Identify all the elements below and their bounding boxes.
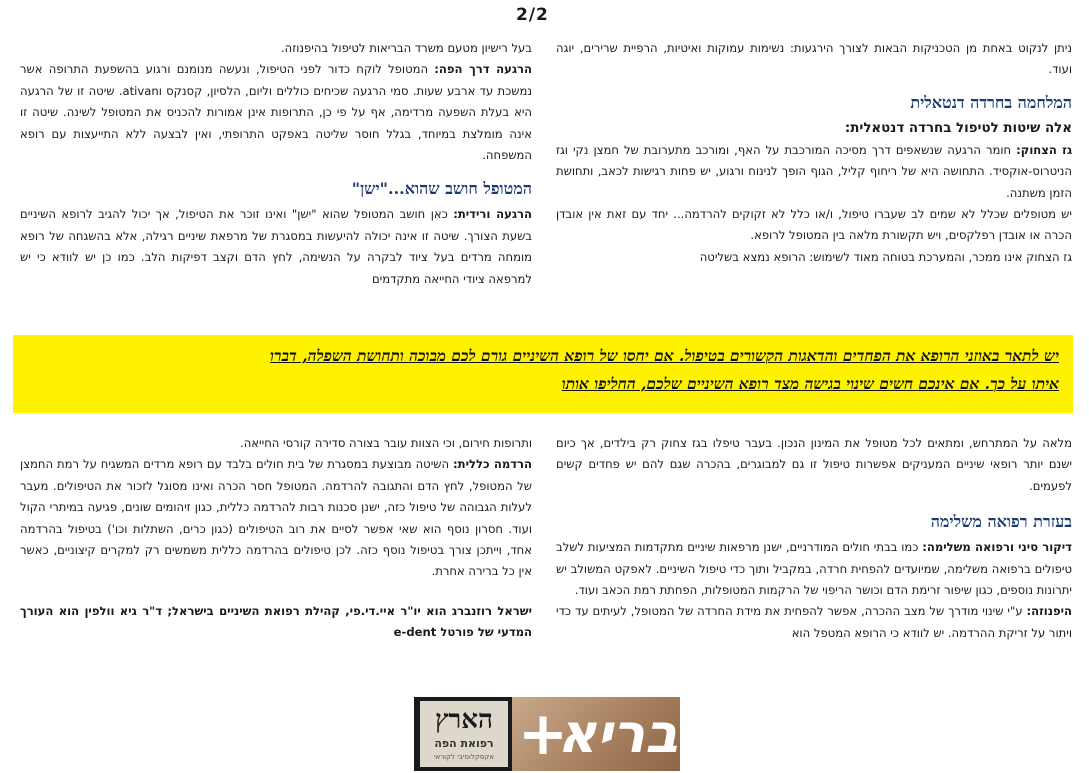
heading-patient-sleeps: המטופל חושב שהוא..."ישן" bbox=[351, 179, 532, 199]
author-credit: ישראל רוזנברג הוא יו"ר איי.די.פי, קהילת רפואת השיניים בישראל; ד"ר גיא וולפין הוא העורך המדעי של פורטל e-dent bbox=[20, 603, 532, 640]
label-oral-sedation: הרגעה דרך הפה: bbox=[434, 62, 532, 77]
text-iv-sedation: כאן חושב המטופל שהוא "ישן" ואינו זוכר את הטיפול, אך יכול להגיב לרופא השיניים בשעת הצורך. שיטה זו אינה יכולה להיעשות במסגרת של מרפאת שיניים רגילה, אלא בהשגחה של רופא מומחה מרדים בעל ציוד לבקרה על הנשימה, לחץ הדם וקצב דפיקות הלב. כמו כן יש לוודא כי יש למרפאה ציודי החייאה מתקדמים bbox=[20, 207, 532, 286]
quote-line-1: יש לתאר באוזני הרופא את הפחדים והדאגות הקשורים בטיפול. אם יחסו של רופא השיניים גורם לכם מבוכה ותחושת השפלה, דברו bbox=[269, 347, 1059, 365]
text-general-anesthesia: השיטה מבוצעת במסגרת של בית חולים בלבד עם רופא מרדים המשגיח על רמת החמצן של המטופל, לחץ הדם והתגובה להרדמה. המטופל חסר הכרה ואינו מסוגל לזכור את הטיפולים. מעבר לעלות הגבוהה של טיפול כזה, ישנן סכנות רבות להרדמה כללית, כגון זיהומים שונים, פגיעה במיתרי הקול ועוד. חסרון נוסף הוא שאי אפשר לסיים את רוב הטיפולים (כגון כרים, השתלות וכו') בטיפול בהרדמה אחד, וייתכן צורך בטיפול נוסף כזה. לכן טיפולים בהרדמה כללית משמשים רק למקרים קיצוניים, כאשר אין כל ברירה אחרת. bbox=[20, 457, 532, 579]
publication-logo bbox=[414, 697, 680, 771]
column-bottom-right bbox=[556, 433, 1072, 695]
quote-line-2: איתו על כך. אם אינכם חשים שינוי בגישה מצד רופא השיניים שלכם, החליפו אותו bbox=[561, 375, 1059, 393]
label-hypnosis: היפנוזה: bbox=[1026, 604, 1072, 619]
paragraph-gas-continued: מלאה על המתרחש, ומתאים לכל מטופל את המינון הנכון. בעבר טיפלו בגז צחוק רק בילדים, אך כיום ישנם יותר רופאי שיניים המעניקים אפשרות טיפול זו גם למבוגרים, בהכרה שגם להם יש פחדים קשים לפעמים. bbox=[556, 436, 1072, 493]
paragraph-oral-sedation bbox=[20, 59, 532, 166]
subheading-methods: אלה שיטות לטיפול בחרדה דנטאלית: bbox=[844, 120, 1072, 136]
label-acupuncture: דיקור סיני ורפואה משלימה: bbox=[922, 540, 1072, 555]
column-bottom-left bbox=[20, 433, 532, 695]
column-top-right bbox=[556, 38, 1072, 320]
heading-complementary-medicine: בעזרת רפואה משלימה bbox=[930, 512, 1072, 532]
paragraph-safety: גז הצחוק אינו ממכר, והמערכת בטוחה מאוד לשימוש: הרופא נמצא בשליטה bbox=[699, 249, 1072, 264]
page-number: 2/2 bbox=[516, 5, 549, 25]
paragraph-hypnosis bbox=[556, 601, 1072, 644]
text-oral-sedation: המטופל לוקח כדור לפני הטיפול, ונעשה מנומנם ורגוע בהשפעת התרופה אשר נמשכת עד ארבע שעות. סמי הרגעה שכיחים כוללים וליום, הלסיון, קסנקס וativan. שיטה זו של הרגעה היא בעלת השפעה מרדימה, אף על פי כן, התרופות אינן אמורות להכניס את המטופל לשינה. שיטה זו אינה מומלצת במיוחד, בגלל חוסר שליטה באפקט התרופתי, ואין לבצעה ללא התייעצות עם רופא המשפחה. bbox=[20, 62, 532, 163]
text-acupuncture: כמו בבתי חולים המודרניים, ישנן מרפאות שיניים מתקדמות המציעות לשלב טיפולים ברפואה משלימה, שמיועדים להפחית חרדה, במקביל ותוך כדי טיפול השיניים. לאפקט המשולב יש יתרונות נוספים, כגון שיפור זרימת הדם וכושר הריפוי של הרקמות המטופלות, הפחתת רמת הכאב ועוד. bbox=[556, 540, 1072, 598]
label-iv-sedation: הרגעה ורידית: bbox=[453, 207, 532, 222]
text-laughing-gas: חומר הרגעה שנשאפים דרך מסיכה המורכבת על האף, ומורכב מתערובת של חמצן נקי וגז הניטרוס-אוקסיד. התחושה היא של ריחוף קליל, הגוף הופך לנינוח ורגוע, יש פחות רגישות לכאב, ותחושת הזמן משתנה. bbox=[556, 142, 1072, 200]
paragraph-hypnosis-license: בעל רישיון מטעם משרד הבריאות לטיפול בהיפנוזה. bbox=[280, 41, 532, 55]
paragraph-general-anesthesia bbox=[20, 454, 532, 582]
haaretz-logo bbox=[420, 701, 508, 767]
label-laughing-gas: גז הצחוק: bbox=[1016, 142, 1072, 157]
text-hypnosis: ע"י שינוי מודרך של מצב ההכרה, אפשר להפחית את מידת החרדה של המטופל, לעיתים עד כדי ויתור על זריקת ההרדמה. יש לוודא כי הרופא המטפל הוא bbox=[556, 604, 1072, 640]
paragraph-emergency-drugs: ותרופות חירום, וכי הצוות עובר בצורה סדירה קורסי החייאה. bbox=[240, 436, 532, 450]
haaretz-subtitle: רפואת הפה bbox=[434, 737, 494, 750]
intro-paragraph: ניתן לנקוט באחת מן הטכניקות הבאות לצורך הירגעות: נשימות עמוקות ואיטיות, הרפיית שרירים, יוגה ועוד. bbox=[556, 41, 1072, 77]
label-general-anesthesia: הרדמה כללית: bbox=[453, 457, 532, 472]
paragraph-acupuncture bbox=[556, 537, 1072, 601]
highlighted-quote bbox=[13, 335, 1073, 413]
haaretz-tagline: אקסקלוסיבי לקוראי bbox=[433, 753, 495, 761]
heading-dental-anxiety: המלחמה בחרדה דנטאלית bbox=[910, 92, 1072, 112]
brand-name: בריא bbox=[557, 702, 678, 765]
plus-icon: + bbox=[517, 699, 569, 769]
paragraph-laughing-gas bbox=[556, 140, 1072, 204]
haaretz-title: הארץ bbox=[435, 705, 493, 735]
paragraph-iv-sedation bbox=[20, 204, 532, 290]
column-top-left bbox=[20, 38, 532, 328]
paragraph-no-awareness: יש מטופלים שכלל לא שמים לב שעברו טיפול, ו/או כלל לא זקוקים להרדמה... יחד עם זאת אין אובדן הכרה או אובדן רפלקסים, ויש תקשורת מלאה בין המטופל לרופא. bbox=[556, 207, 1072, 243]
